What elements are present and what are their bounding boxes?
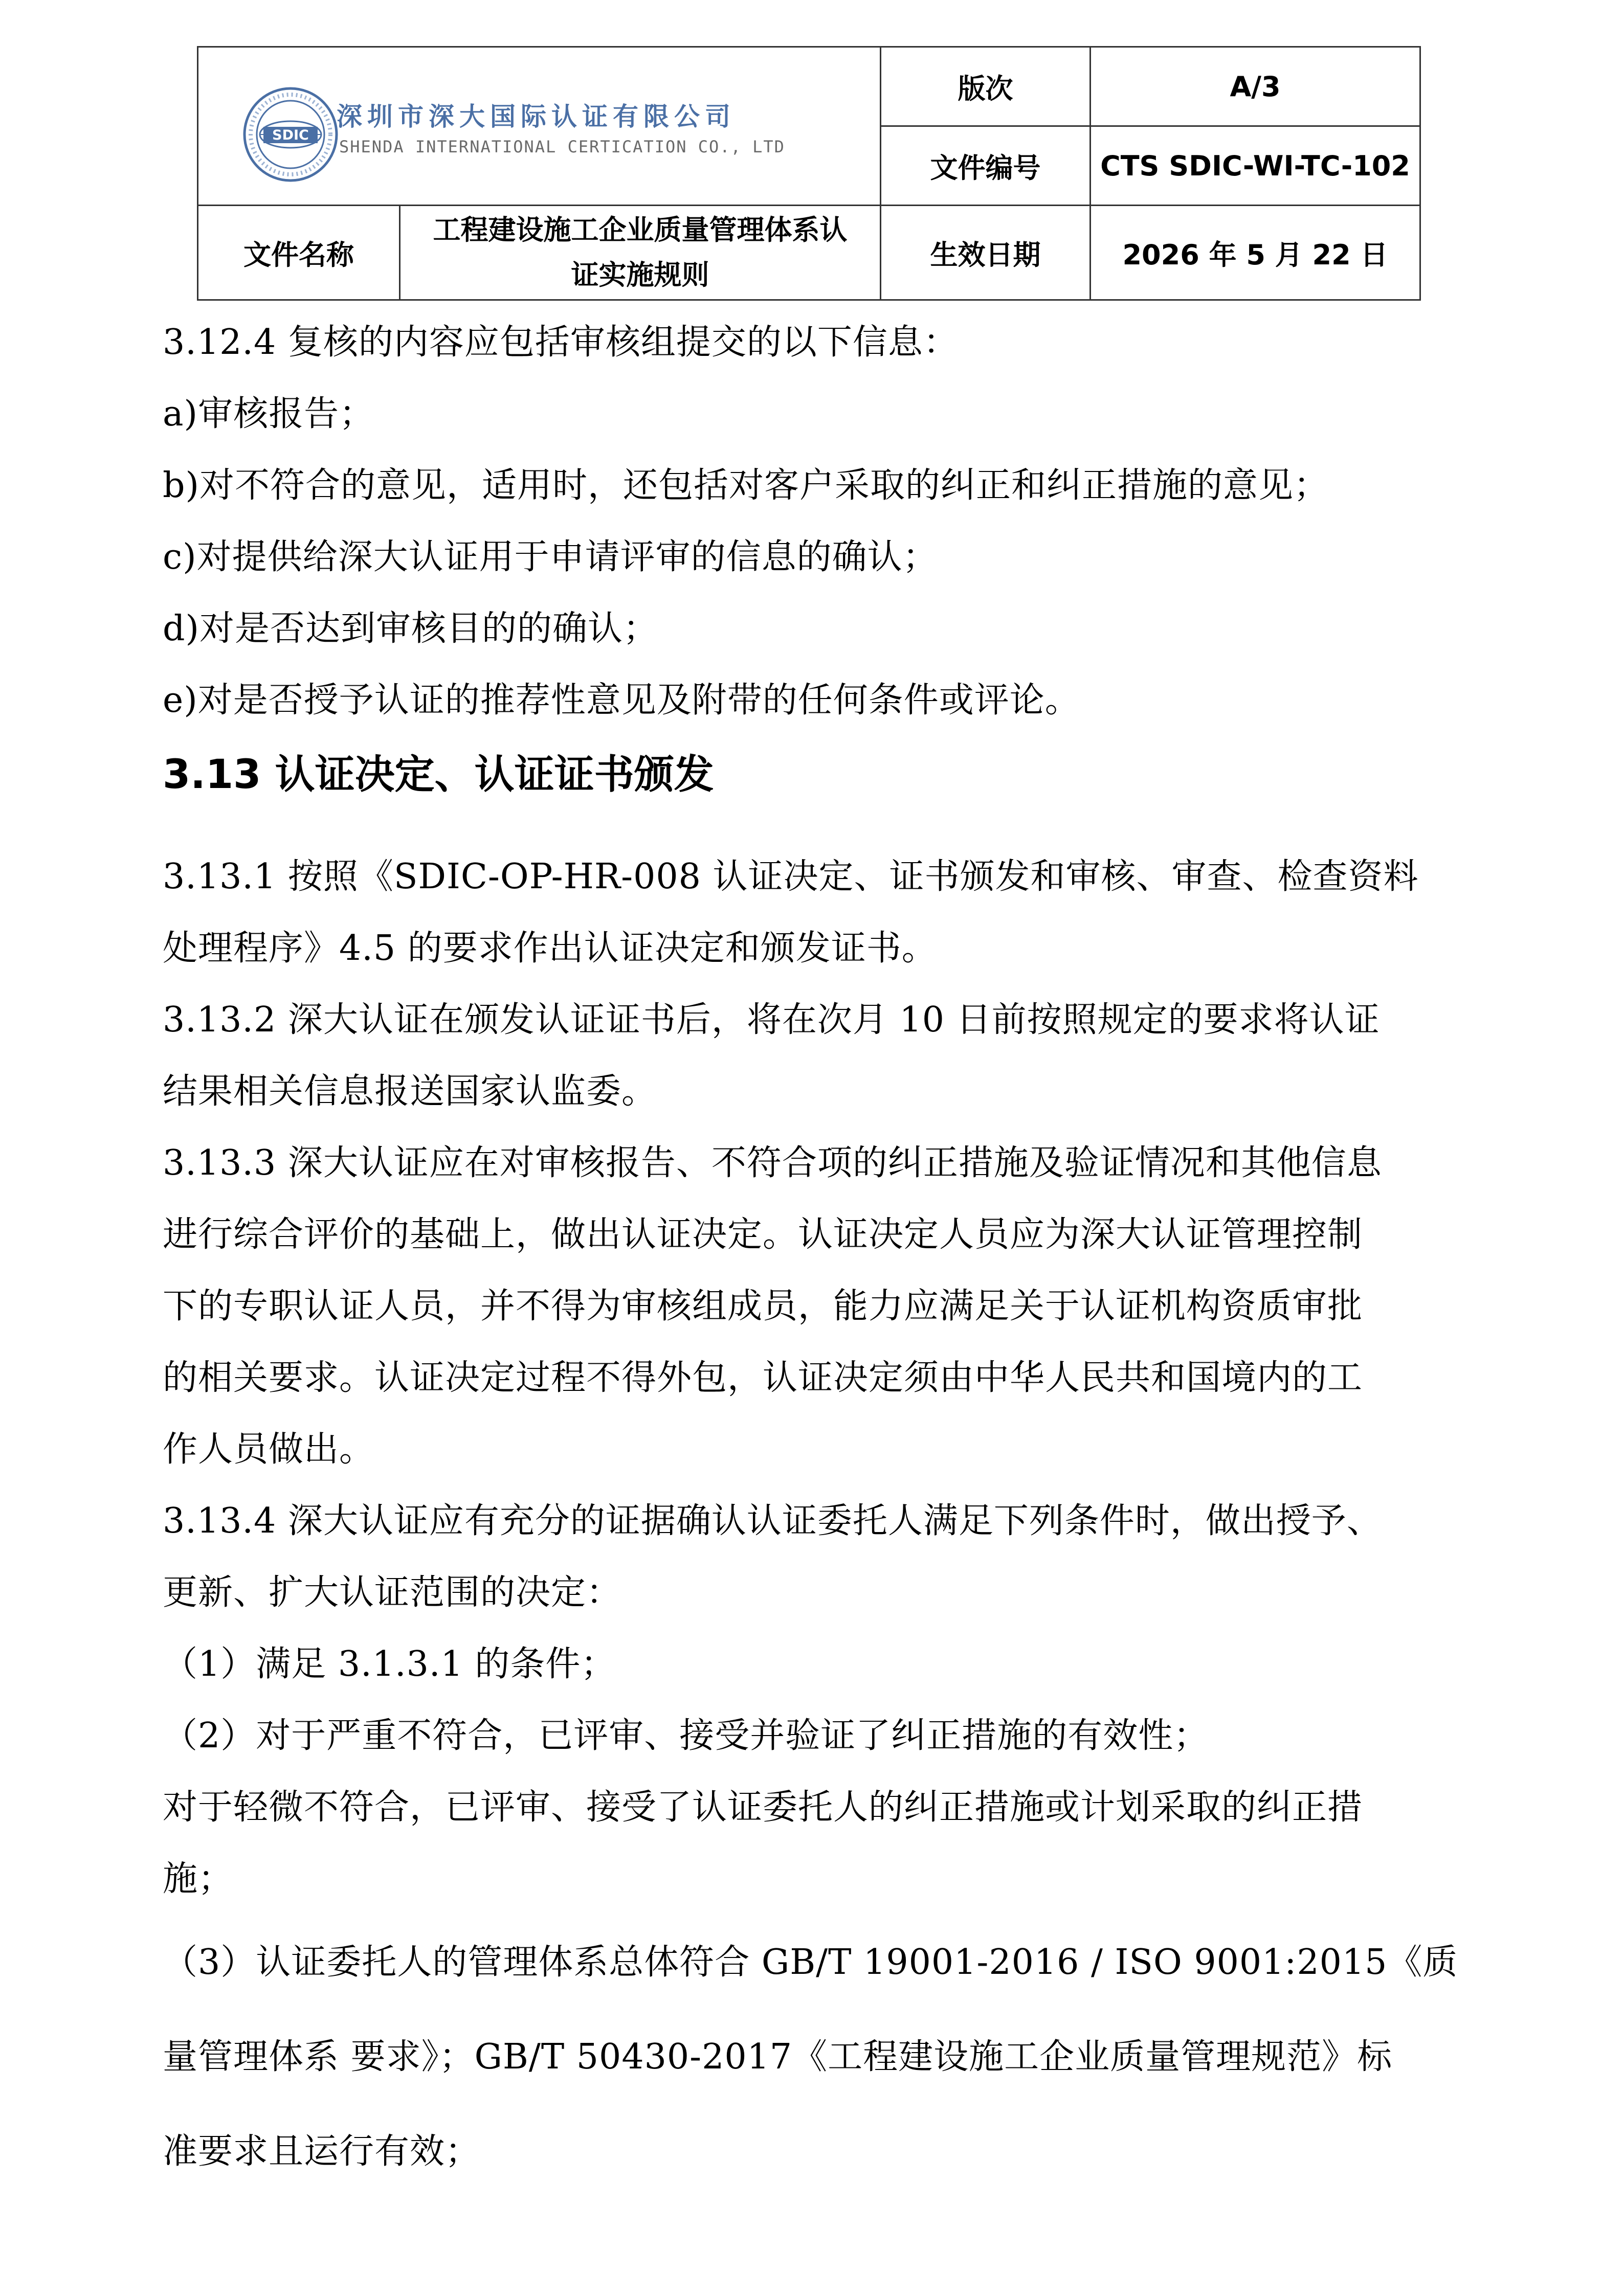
condition-2-minor-line: 对于轻微不符合，已评审、接受了认证委托人的纠正措施或计划采取的纠正措	[163, 1787, 1363, 1828]
svg-text:SDIC: SDIC	[272, 127, 309, 143]
document-header-table	[197, 46, 1421, 301]
document-name-label: 文件名称	[198, 206, 400, 300]
list-item-c: c)对提供给深大认证用于申请评审的信息的确认；	[163, 537, 938, 577]
clause-3-13-2-line: 结果相关信息报送国家认监委。	[163, 1071, 657, 1112]
condition-2: （2）对于严重不符合，已评审、接受并验证了纠正措施的有效性；	[163, 1716, 1209, 1756]
condition-3-line: 量管理体系 要求》；GB/T 50430-2017《工程建设施工企业质量管理规范》标	[163, 2037, 1393, 2077]
company-name-en: SHENDA INTERNATIONAL CERTICATION CO., LTD	[339, 137, 785, 156]
document-name-value: 工程建设施工企业质量管理体系认证实施规则	[400, 206, 881, 300]
clause-3-13-2-line: 3.13.2 深大认证在颁发认证证书后，将在次月 10 日前按照规定的要求将认证	[163, 1000, 1380, 1040]
document-body	[163, 307, 1472, 2199]
version-value: A/3	[1091, 47, 1420, 126]
list-item-e: e)对是否授予认证的推荐性意见及附带的任何条件或评论。	[163, 680, 1080, 721]
condition-3-line: 准要求且运行有效；	[163, 2131, 481, 2172]
clause-3-13-1-line: 处理程序》4.5 的要求作出认证决定和颁发证书。	[163, 928, 937, 969]
section-heading-3-13: 3.13 认证决定、认证证书颁发	[163, 752, 714, 798]
document-number-label: 文件编号	[881, 126, 1091, 206]
version-label: 版次	[881, 47, 1091, 126]
clause-3-13-3-line: 的相关要求。认证决定过程不得外包，认证决定须由中华人民共和国境内的工	[163, 1358, 1363, 1398]
clause-3-12-4: 3.12.4 复核的内容应包括审核组提交的以下信息：	[163, 322, 959, 363]
effective-date-value: 2026 年 5 月 22 日	[1091, 206, 1420, 300]
list-item-a: a)审核报告；	[163, 394, 375, 434]
clause-3-13-4-line: 更新、扩大认证范围的决定：	[163, 1572, 622, 1613]
company-name-cn: 深圳市深大国际认证有限公司	[337, 101, 736, 131]
condition-2-minor-line: 施；	[163, 1859, 234, 1899]
clause-3-13-3-line: 3.13.3 深大认证应在对审核报告、不符合项的纠正措施及验证情况和其他信息	[163, 1143, 1382, 1183]
document-number-value: CTS SDIC-WI-TC-102	[1091, 126, 1420, 206]
list-item-b: b)对不符合的意见，适用时，还包括对客户采取的纠正和纠正措施的意见；	[163, 465, 1329, 506]
clause-3-13-1-line: 3.13.1 按照《SDIC-OP-HR-008 认证决定、证书颁发和审核、审查、检查资料	[163, 857, 1419, 897]
condition-3-line: （3）认证委托人的管理体系总体符合 GB/T 19001-2016 / ISO 9001:2015《质	[163, 1942, 1458, 1983]
clause-3-13-4-line: 3.13.4 深大认证应有充分的证据确认认证委托人满足下列条件时，做出授予、	[163, 1501, 1382, 1541]
clause-3-13-3-line: 下的专职认证人员，并不得为审核组成员，能力应满足关于认证机构资质审批	[163, 1286, 1363, 1326]
clause-3-13-3-line: 作人员做出。	[163, 1429, 375, 1470]
sdic-seal-icon	[242, 86, 339, 183]
company-logo	[242, 86, 907, 188]
clause-3-13-3-line: 进行综合评价的基础上，做出认证决定。认证决定人员应为深大认证管理控制	[163, 1214, 1363, 1255]
list-item-d: d)对是否达到审核目的的确认；	[163, 609, 659, 649]
company-logo-cell	[198, 47, 881, 206]
effective-date-label: 生效日期	[881, 206, 1091, 300]
condition-1: （1）满足 3.1.3.1 的条件；	[163, 1644, 616, 1684]
